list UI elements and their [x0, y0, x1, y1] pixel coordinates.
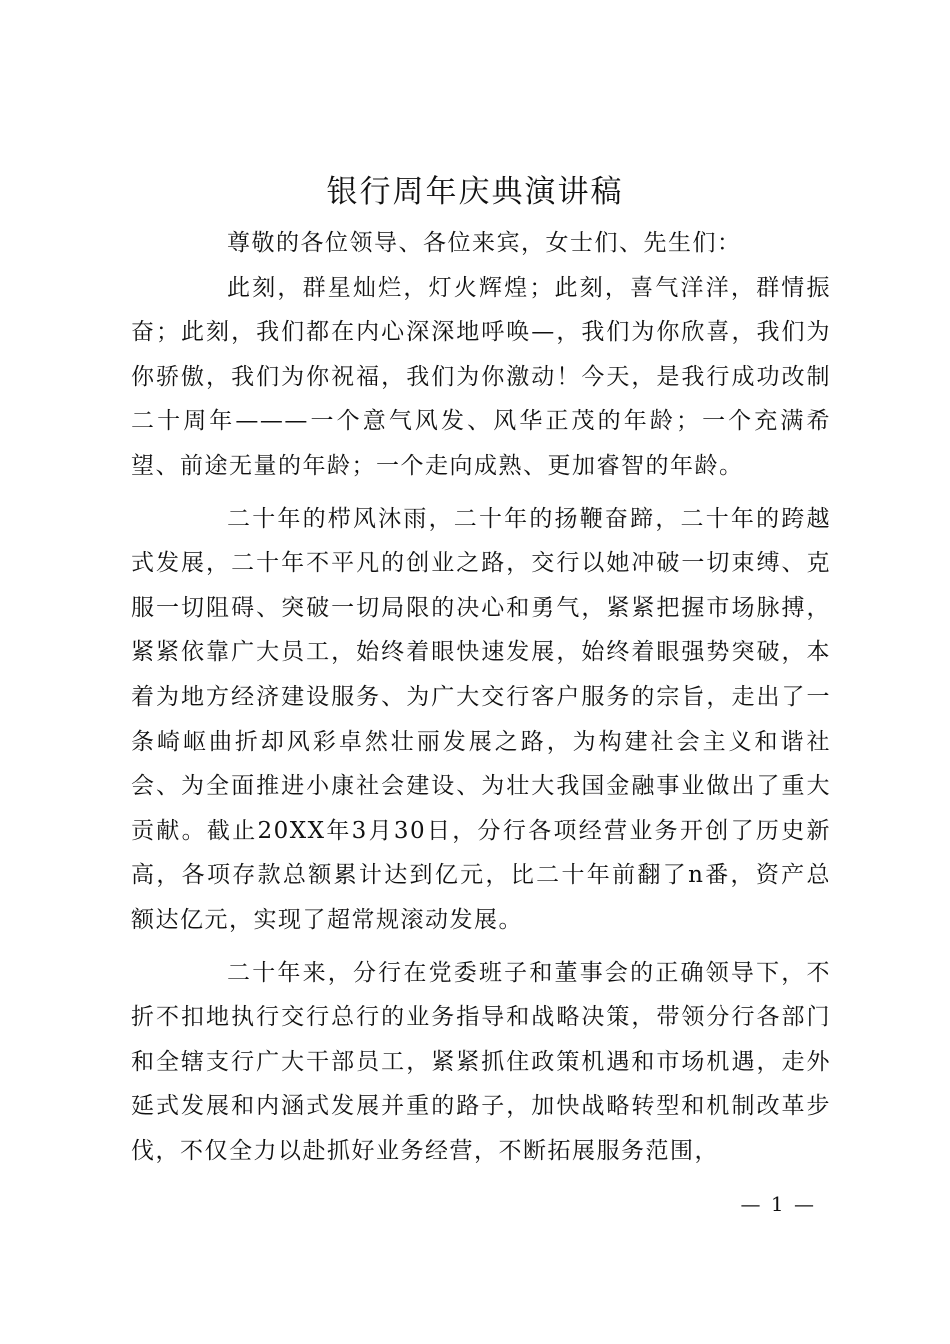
- paragraph-1: 此刻，群星灿烂，灯火辉煌；此刻，喜气洋洋，群情振奋；此刻，我们都在内心深深地呼唤—，我们为你欣喜，我们为你骄傲，我们为你祝福，我们为你激动！今天，是我行成功改制二十周年———一个意气风发、风华正茂的年龄；一个充满希望、前途无量的年龄；一个走向成熟、更加睿智的年龄。: [131, 274, 831, 479]
- paragraph-2: 二十年的栉风沐雨，二十年的扬鞭奋蹄，二十年的跨越式发展，二十年不平凡的创业之路，交行以她冲破一切束缚、克服一切阻碍、突破一切局限的决心和勇气，紧紧把握市场脉搏，紧紧依靠广大员工，始终着眼快速发展，始终着眼强势突破，本着为地方经济建设服务、为广大交行客户服务的宗旨，走出了一条崎岖曲折却风彩卓然壮丽发展之路，为构建社会主义和谐社会、为全面推进小康社会建设、为壮大我国金融事业做出了重大贡献。截止20XX年3月30日，分行各项经营业务开创了历史新高，各项存款总额累计达到亿元，比二十年前翻了n番，资产总额达亿元，实现了超常规滚动发展。: [131, 505, 831, 933]
- document-body: [131, 221, 831, 1173]
- paragraph-3: 二十年来，分行在党委班子和董事会的正确领导下，不折不扣地执行交行总行的业务指导和战略决策，带领分行各部门和全辖支行广大干部员工，紧紧抓住政策机遇和市场机遇，走外延式发展和内涵式发展并重的路子，加快战略转型和机制改革步伐，不仅全力以赴抓好业务经营，不断拓展服务范围，: [131, 959, 831, 1164]
- page-number: — 1 —: [740, 1192, 816, 1216]
- salutation: 尊敬的各位领导、各位来宾，女士们、先生们：: [227, 230, 742, 256]
- document-title: 银行周年庆典演讲稿: [326, 174, 624, 210]
